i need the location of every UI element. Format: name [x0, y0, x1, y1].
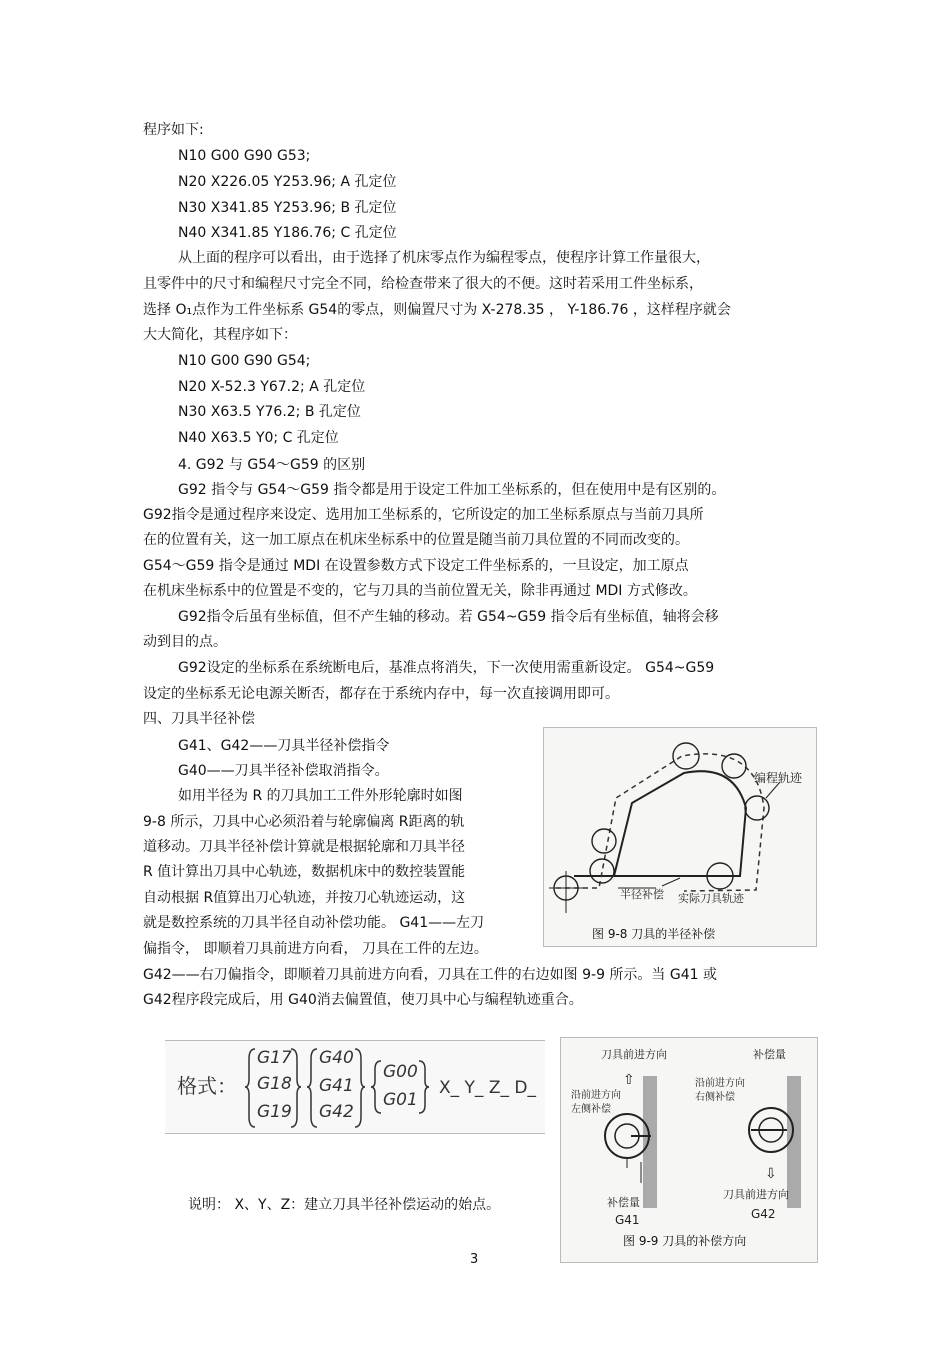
figure-caption: 图 9-9 刀具的补偿方向	[623, 1234, 747, 1248]
code-line: N10 G00 G90 G54;	[178, 353, 311, 369]
label-radius-offset: 半径补偿	[620, 888, 664, 901]
text-line: R 值计算出刀具中心轨迹，数据机床中的数控装置能	[143, 864, 466, 880]
g19: G19	[257, 1102, 292, 1122]
format-syntax	[165, 1041, 545, 1133]
text-line: G92指令是通过程序来设定、选用加工坐标系的，它所设定的加工坐标系原点与当前刀具所	[143, 507, 704, 523]
tool-radius-diagram	[544, 728, 816, 946]
format-label: 格式：	[177, 1074, 237, 1098]
g18: G18	[257, 1074, 292, 1094]
label-actual-tool-path: 实际刀具轨迹	[678, 892, 744, 905]
g42: G42	[319, 1102, 354, 1122]
section-heading: 4. G92 与 G54～G59 的区别	[178, 457, 366, 473]
text-line: 大大简化，其程序如下：	[143, 327, 297, 343]
g00: G00	[383, 1062, 418, 1082]
text-line: G92 指令与 G54～G59 指令都是用于设定工件加工坐标系的，但在使用中是有区别的。	[178, 482, 726, 498]
text-line: G42——右刀偏指令，即顺着刀具前进方向看，刀具在工件的右边如图 9-9 所示。当 G41 或	[143, 967, 717, 983]
offset-label-left: 补偿量	[607, 1196, 640, 1209]
text-line: 从上面的程序可以看出，由于选择了机床零点作为编程零点，使程序计算工作量很大，	[178, 250, 710, 266]
format-tail: X_ Y_ Z_ D_	[439, 1078, 536, 1098]
figure-9-8	[543, 727, 817, 947]
text-line: G92设定的坐标系在系统断电后，基准点将消失，下一次使用需重新设定。 G54~G59	[178, 660, 715, 676]
left-side-label2: 左侧补偿	[571, 1104, 611, 1115]
text-line: G40——刀具半径补偿取消指令。	[178, 763, 389, 779]
text-line: G42程序段完成后，用 G40消去偏置值，使刀具中心与编程轨迹重合。	[143, 992, 583, 1008]
text-line: 如用半径为 R 的刀具加工工件外形轮廓时如图	[178, 788, 463, 804]
text-line: 且零件中的尺寸和编程尺寸完全不同，给检查带来了很大的不便。这时若采用工件坐标系，	[143, 276, 703, 292]
down-arrow-icon: ⇩	[765, 1166, 777, 1182]
code-line: N30 X63.5 Y76.2; B 孔定位	[178, 404, 361, 420]
right-side-label: 沿前进方向	[695, 1078, 745, 1089]
text-line: 9-8 所示，刀具中心必须沿着与轮廓偏离 R距离的轨	[143, 814, 465, 830]
figure-9-9	[560, 1037, 818, 1263]
code-line: N10 G00 G90 G53;	[178, 148, 311, 164]
text-line: 设定的坐标系无论电源关断否，都存在于系统内存中，每一次直接调用即可。	[143, 686, 619, 702]
g42-label: G42	[751, 1207, 776, 1221]
text-line: 动到目的点。	[143, 634, 227, 650]
text-line: 道移动。刀具半径补偿计算就是根据轮廓和刀具半径	[143, 839, 465, 855]
code-line: N30 X341.85 Y253.96; B 孔定位	[178, 200, 397, 216]
text-line: G41、G42——刀具半径补偿指令	[178, 738, 390, 754]
offset-label-right: 补偿量	[753, 1048, 786, 1061]
text-line: 选择 O₁点作为工件坐标系 G54的零点，则偏置尺寸为 X-278.35 ， Y-186.76 ，这样程序就会	[143, 302, 731, 318]
code-line: N20 X226.05 Y253.96; A 孔定位	[178, 174, 397, 190]
code-line: N40 X341.85 Y186.76; C 孔定位	[178, 225, 397, 241]
g40: G40	[319, 1048, 354, 1068]
format-box	[165, 1040, 545, 1134]
text-line: 就是数控系统的刀具半径自动补偿功能。 G41——左刀	[143, 915, 485, 931]
code-line: N40 X63.5 Y0; C 孔定位	[178, 430, 339, 446]
compensation-direction-diagram	[561, 1038, 817, 1262]
text-line: G54～G59 指令是通过 MDI 在设置参数方式下设定工件坐标系的，一旦设定，加工原点	[143, 558, 689, 574]
up-arrow-icon: ⇧	[623, 1072, 635, 1088]
text-line: G92指令后虽有坐标值，但不产生轴的移动。若 G54~G59 指令后有坐标值，轴将会移	[178, 609, 719, 625]
code-line: N20 X-52.3 Y67.2; A 孔定位	[178, 379, 366, 395]
text-line: 在机床坐标系中的位置是不变的，它与刀具的当前位置无关，除非再通过 MDI 方式修改。	[143, 583, 697, 599]
left-side-label: 沿前进方向	[571, 1090, 621, 1101]
explanation: 说明： X、Y、Z：建立刀具半径补偿运动的始点。	[188, 1197, 501, 1213]
g41: G41	[319, 1076, 354, 1096]
g41-label: G41	[615, 1213, 640, 1227]
text-line: 自动根据 R值算出刀心轨迹，并按刀心轨迹运动，这	[143, 890, 466, 906]
section-heading: 四、刀具半径补偿	[143, 711, 255, 727]
text-line: 偏指令， 即顺着刀具前进方向看， 刀具在工件的左边。	[143, 941, 488, 957]
label-forward-direction-bottom: 刀具前进方向	[723, 1188, 789, 1201]
g01: G01	[383, 1090, 418, 1110]
g17: G17	[257, 1048, 292, 1068]
figure-caption: 图 9-8 刀具的半径补偿	[592, 927, 716, 941]
page-number: 3	[470, 1252, 479, 1267]
right-side-label2: 右侧补偿	[695, 1092, 735, 1103]
text-line: 程序如下:	[143, 122, 204, 138]
label-forward-direction: 刀具前进方向	[601, 1048, 667, 1061]
label-programmed-path: 编程轨迹	[754, 771, 803, 785]
text-line: 在的位置有关，这一加工原点在机床坐标系中的位置是随当前刀具位置的不同而改变的。	[143, 532, 689, 548]
